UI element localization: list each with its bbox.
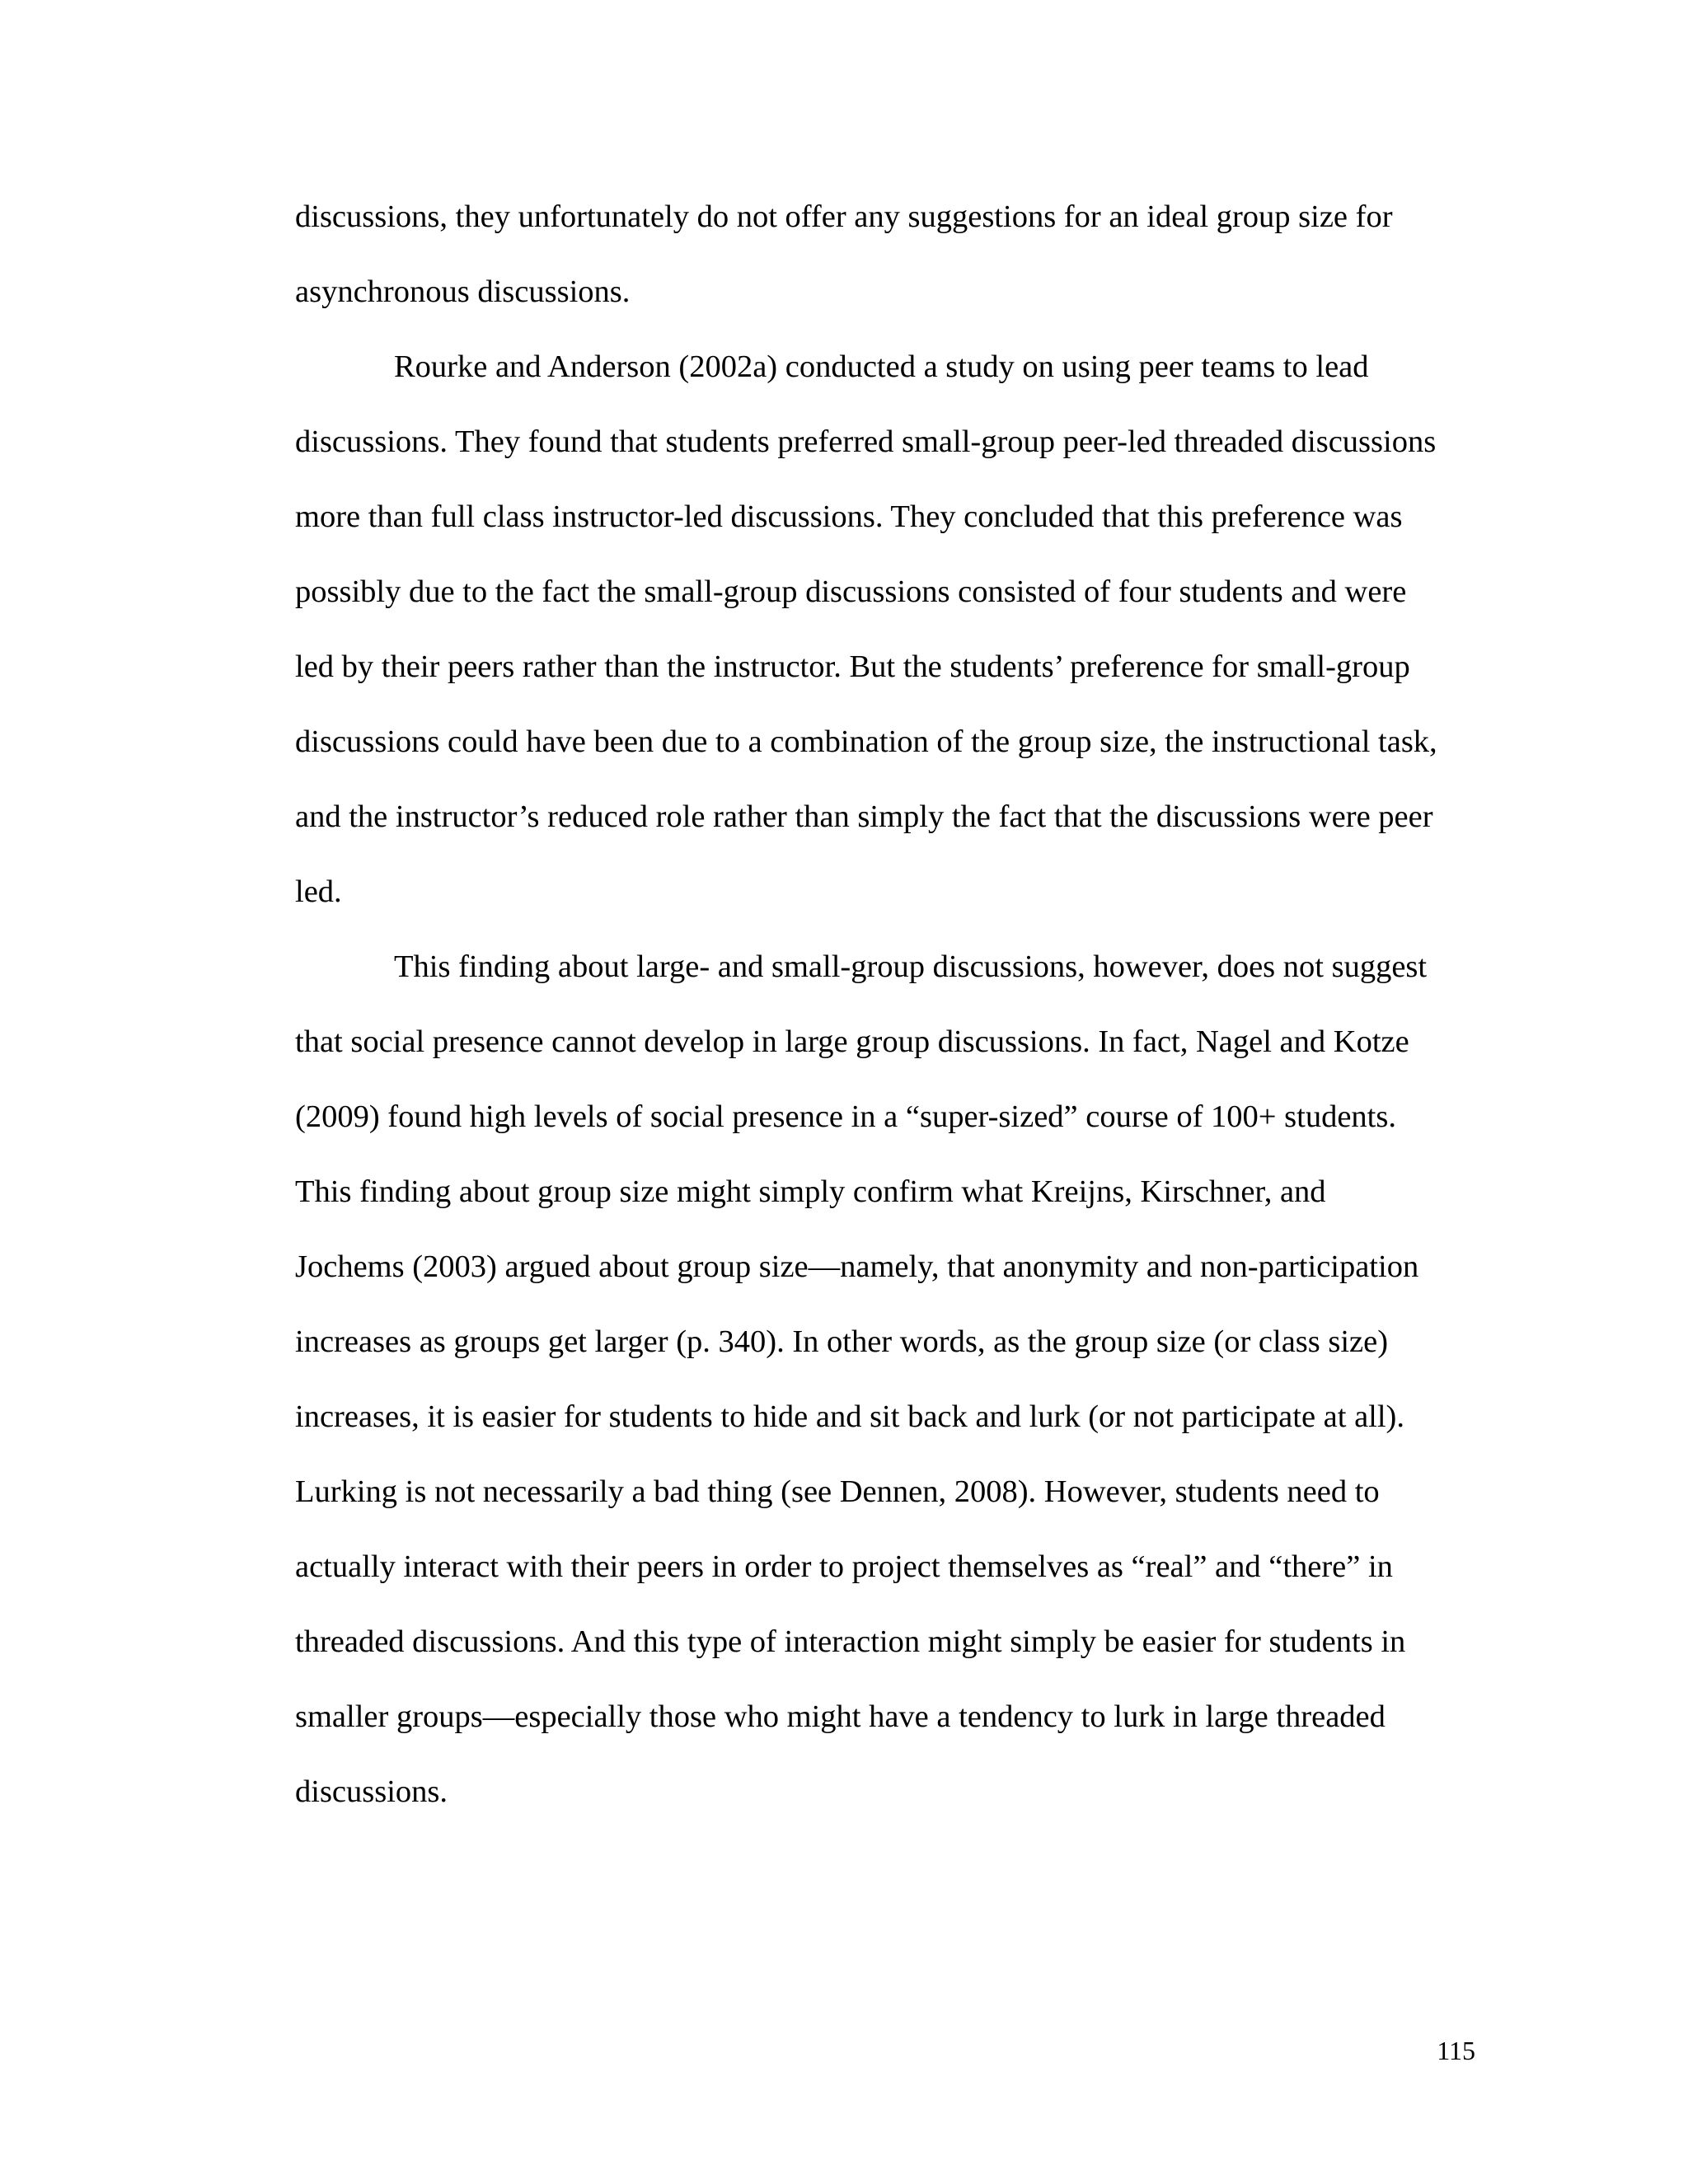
- paragraph-3-line-4: This finding about group size might simply confirm what Kreijns, Kirschner, and: [295, 1174, 1326, 1209]
- paragraph-3-line-8: Lurking is not necessarily a bad thing (see Dennen, 2008). However, students need to: [295, 1474, 1380, 1509]
- paragraph-2-line-8: led.: [295, 874, 342, 909]
- paragraph-2-line-3: more than full class instructor-led discussions. They concluded that this preference was: [295, 499, 1403, 534]
- paragraph-3-line-9: actually interact with their peers in order to project themselves as “real” and “there” in: [295, 1549, 1393, 1584]
- paragraph-3-line-2: that social presence cannot develop in large group discussions. In fact, Nagel and Kotze: [295, 1024, 1409, 1059]
- paragraph-1-line-2: asynchronous discussions.: [295, 274, 631, 309]
- paragraph-3-line-7: increases, it is easier for students to hide and sit back and lurk (or not participate at all).: [295, 1399, 1404, 1434]
- paragraph-1-line-1: discussions, they unfortunately do not offer any suggestions for an ideal group size for: [295, 199, 1393, 234]
- paragraph-2-line-7: and the instructor’s reduced role rather than simply the fact that the discussions were peer: [295, 799, 1433, 834]
- paragraph-2-line-2: discussions. They found that students preferred small-group peer-led threaded discussions: [295, 424, 1437, 459]
- paragraph-3-line-3: (2009) found high levels of social presence in a “super-sized” course of 100+ students.: [295, 1099, 1396, 1134]
- paragraph-3-line-6: increases as groups get larger (p. 340). In other words, as the group size (or class size): [295, 1324, 1389, 1359]
- paragraph-3-line-5: Jochems (2003) argued about group size—namely, that anonymity and non-participation: [295, 1249, 1419, 1284]
- paragraph-2-line-6: discussions could have been due to a combination of the group size, the instructional task,: [295, 724, 1437, 759]
- paragraph-3-line-12: discussions.: [295, 1774, 448, 1809]
- paragraph-3-line-10: threaded discussions. And this type of interaction might simply be easier for students in: [295, 1624, 1406, 1659]
- paragraph-3-line-11: smaller groups—especially those who might have a tendency to lurk in large threaded: [295, 1699, 1386, 1734]
- paragraph-2-line-5: led by their peers rather than the instructor. But the students’ preference for small-group: [295, 649, 1410, 684]
- paragraph-2-line-1: Rourke and Anderson (2002a) conducted a study on using peer teams to lead: [394, 349, 1369, 384]
- paragraph-2-line-4: possibly due to the fact the small-group discussions consisted of four students and were: [295, 574, 1407, 609]
- page-number: 115: [1437, 2036, 1475, 2065]
- paragraph-3-line-1: This finding about large- and small-group discussions, however, does not suggest: [394, 949, 1428, 984]
